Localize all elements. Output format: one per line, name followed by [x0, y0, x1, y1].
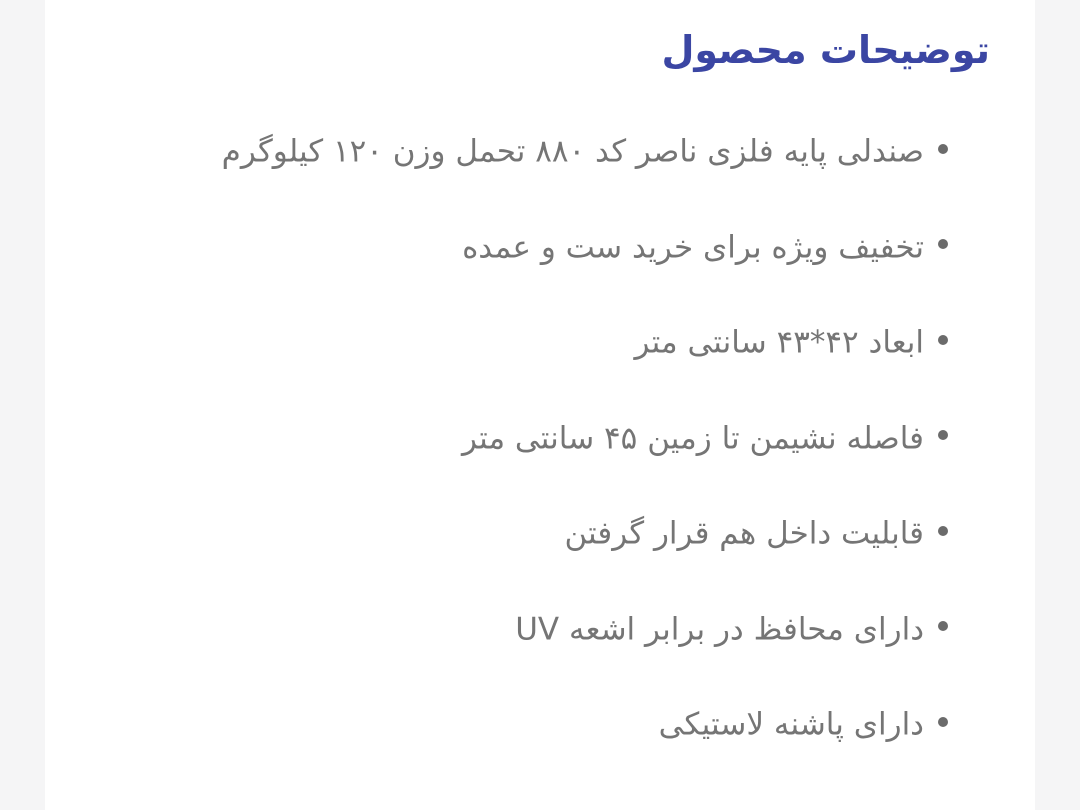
list-item	[90, 226, 948, 268]
bullet-icon	[938, 430, 948, 440]
bullet-icon	[938, 239, 948, 249]
list-item-text: دارای پاشنه لاستیکی	[658, 706, 924, 743]
list-item-text: قابلیت داخل هم قرار گرفتن	[564, 515, 924, 552]
list-item-text: دارای محافظ در برابر اشعه UV	[515, 611, 924, 647]
product-description-card	[45, 0, 1035, 810]
list-item	[90, 608, 948, 650]
list-item-text: ابعاد ۴۲*۴۳ سانتی متر	[634, 324, 924, 361]
list-item-text: صندلی پایه فلزی ناصر کد ۸۸۰ تحمل وزن ۱۲۰ کیلوگرم	[221, 133, 924, 170]
list-item-text: فاصله نشیمن تا زمین ۴۵ سانتی متر	[462, 420, 924, 456]
description-list	[90, 130, 990, 745]
section-title: توضیحات محصول	[661, 28, 990, 72]
list-item	[90, 512, 948, 554]
list-item	[90, 321, 948, 363]
list-item	[90, 417, 948, 459]
bullet-icon	[938, 335, 948, 345]
bullet-icon	[938, 621, 948, 631]
list-item	[90, 703, 948, 745]
bullet-icon	[938, 144, 948, 154]
bullet-icon	[938, 526, 948, 536]
list-item-text: تخفیف ویژه برای خرید ست و عمده	[462, 229, 924, 265]
list-item	[90, 130, 948, 172]
bullet-icon	[938, 717, 948, 727]
